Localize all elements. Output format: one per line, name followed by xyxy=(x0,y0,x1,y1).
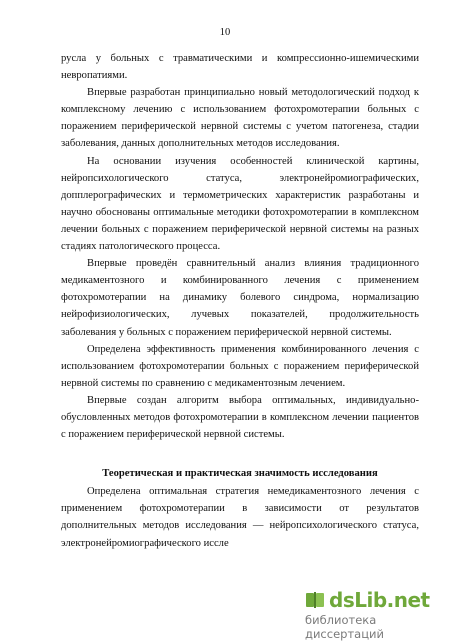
section-heading: Теоретическая и практическая значимость исследования xyxy=(102,468,378,480)
paragraph: Впервые создан алгоритм выбора оптимальных, индивидуально-обусловленных методов фотохромотерапии в комплексном лечении пациентов с поражением периферической нервной системы. xyxy=(61,394,419,441)
paragraph: Впервые проведён сравнительный анализ влияния традиционного медикаментозного и комбинированного лечения с применением фотохромотерапии на динамику болевого синдрома, нормализацию нейрофизиологических, лучевых показателей, продолжительность заболевания у больных с поражением периферической нервной системы. xyxy=(61,258,419,338)
watermark xyxy=(304,588,446,641)
section-paragraph: Определена оптимальная стратегия немедикаментозного лечения с применением фотохромотерапии в зависимости от результатов дополнительных методов исследования — нейропсихологического статуса, электронейромиографического иссле xyxy=(61,486,419,549)
watermark-caption: библиотека диссертаций xyxy=(305,613,384,641)
page-number: 10 xyxy=(219,27,231,38)
book-icon xyxy=(304,589,326,611)
paragraph: Определена эффективность применения комбинированного лечения с использованием фотохромотерапии больных с поражением периферической нервной системы по сравнению с медикаментозным лечением. xyxy=(61,343,419,389)
paragraph: Впервые разработан принципиально новый методологический подход к комплексному лечению с использованием фотохромотерапии больных с поражением периферической нервной системы с учетом патогенеза, стадии заболевания, данных дополнительных методов исследования. xyxy=(61,87,419,150)
document-body xyxy=(61,50,419,552)
watermark-logo xyxy=(304,588,430,612)
watermark-brand: dsLib.net xyxy=(329,588,430,612)
paragraph: На основании изучения особенностей клинической картины, нейропсихологического статуса, электронейромиографических, допплерографических и термометрических характеристик разработаны и научно обоснованы оптимальные методики фотохромотерапии в комплексном лечении больных с поражением периферической нервной системы на разных стадиях патологического процесса. xyxy=(61,155,419,253)
paragraph-continuation: русла у больных с травматическими и компрессионно-ишемическими невропатиями. xyxy=(61,53,419,82)
